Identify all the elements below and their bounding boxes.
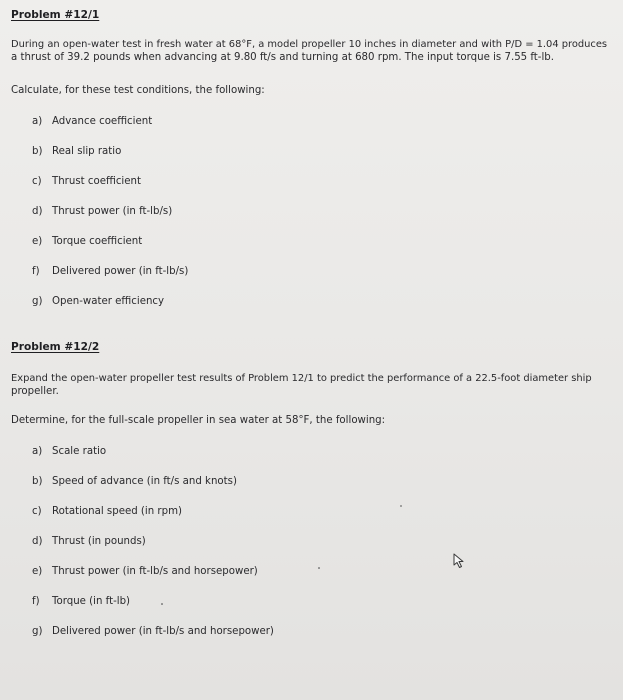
problem-1-statement: [11, 39, 621, 64]
problem-2-item-d: [32, 536, 146, 547]
problem-1-item-a: [32, 116, 152, 127]
problem-1-title: Problem #12/1: [11, 9, 100, 21]
item-label: f): [32, 596, 40, 607]
problem-2-statement: [11, 373, 621, 398]
item-text: Scale ratio: [52, 446, 107, 457]
item-label: g): [32, 296, 43, 307]
item-label: d): [32, 536, 43, 547]
item-text: Open-water efficiency: [52, 296, 165, 307]
problem-2-item-b: [32, 476, 237, 487]
problem-2-item-e: [32, 566, 258, 577]
item-text: Real slip ratio: [52, 146, 122, 157]
item-text: Torque (in ft-lb): [52, 596, 131, 607]
item-label: a): [32, 116, 43, 127]
problem-1-item-e: [32, 236, 142, 247]
paper-speck: [161, 603, 163, 605]
problem-2-statement-line-2: propeller.: [11, 385, 59, 397]
item-text: Delivered power (in ft-lb/s and horsepower): [52, 626, 274, 637]
problem-1-statement-line-2: a thrust of 39.2 pounds when advancing at 9.80 ft/s and turning at 680 rpm. The input torque is 7.55 ft-lb.: [11, 51, 555, 63]
item-label: d): [32, 206, 43, 217]
item-text: Speed of advance (in ft/s and knots): [52, 476, 237, 487]
item-text: Thrust power (in ft-lb/s and horsepower): [52, 566, 258, 577]
problem-1-item-d: [32, 206, 172, 217]
problem-2-item-a: [32, 446, 106, 457]
problem-1-item-c: [32, 176, 141, 187]
item-label: e): [32, 566, 43, 577]
problem-1-intro: Calculate, for these test conditions, the following:: [11, 85, 265, 96]
item-label: a): [32, 446, 43, 457]
item-text: Advance coefficient: [52, 116, 153, 127]
item-text: Thrust coefficient: [52, 176, 141, 187]
problem-2-item-f: [32, 596, 130, 607]
item-label: b): [32, 146, 43, 157]
problem-2-statement-line-1: Expand the open-water propeller test results of Problem 12/1 to predict the performance of a 22.5-foot diameter ship: [11, 373, 592, 384]
item-label: b): [32, 476, 43, 487]
problem-1-item-f: [32, 266, 188, 277]
problem-2-item-c: [32, 506, 182, 517]
mouse-pointer-icon: [453, 553, 467, 569]
item-text: Delivered power (in ft-lb/s): [52, 266, 189, 277]
item-label: e): [32, 236, 43, 247]
problem-2-intro: Determine, for the full-scale propeller in sea water at 58°F, the following:: [11, 415, 386, 426]
item-text: Torque coefficient: [52, 236, 143, 247]
item-label: f): [32, 266, 40, 277]
item-label: c): [32, 506, 42, 517]
item-text: Thrust power (in ft-lb/s): [52, 206, 173, 217]
problem-1-item-g: [32, 296, 164, 307]
item-label: c): [32, 176, 42, 187]
problem-2-title: Problem #12/2: [11, 341, 100, 353]
item-text: Thrust (in pounds): [52, 536, 146, 547]
paper-speck: [318, 567, 320, 569]
problem-1-item-b: [32, 146, 121, 157]
problem-1-statement-line-1: During an open-water test in fresh water at 68°F, a model propeller 10 inches in diameter and with P/D = 1.04 produces: [11, 39, 608, 50]
paper-speck: [400, 505, 402, 507]
problem-2-item-g: [32, 626, 274, 637]
item-label: g): [32, 626, 43, 637]
item-text: Rotational speed (in rpm): [52, 506, 182, 517]
